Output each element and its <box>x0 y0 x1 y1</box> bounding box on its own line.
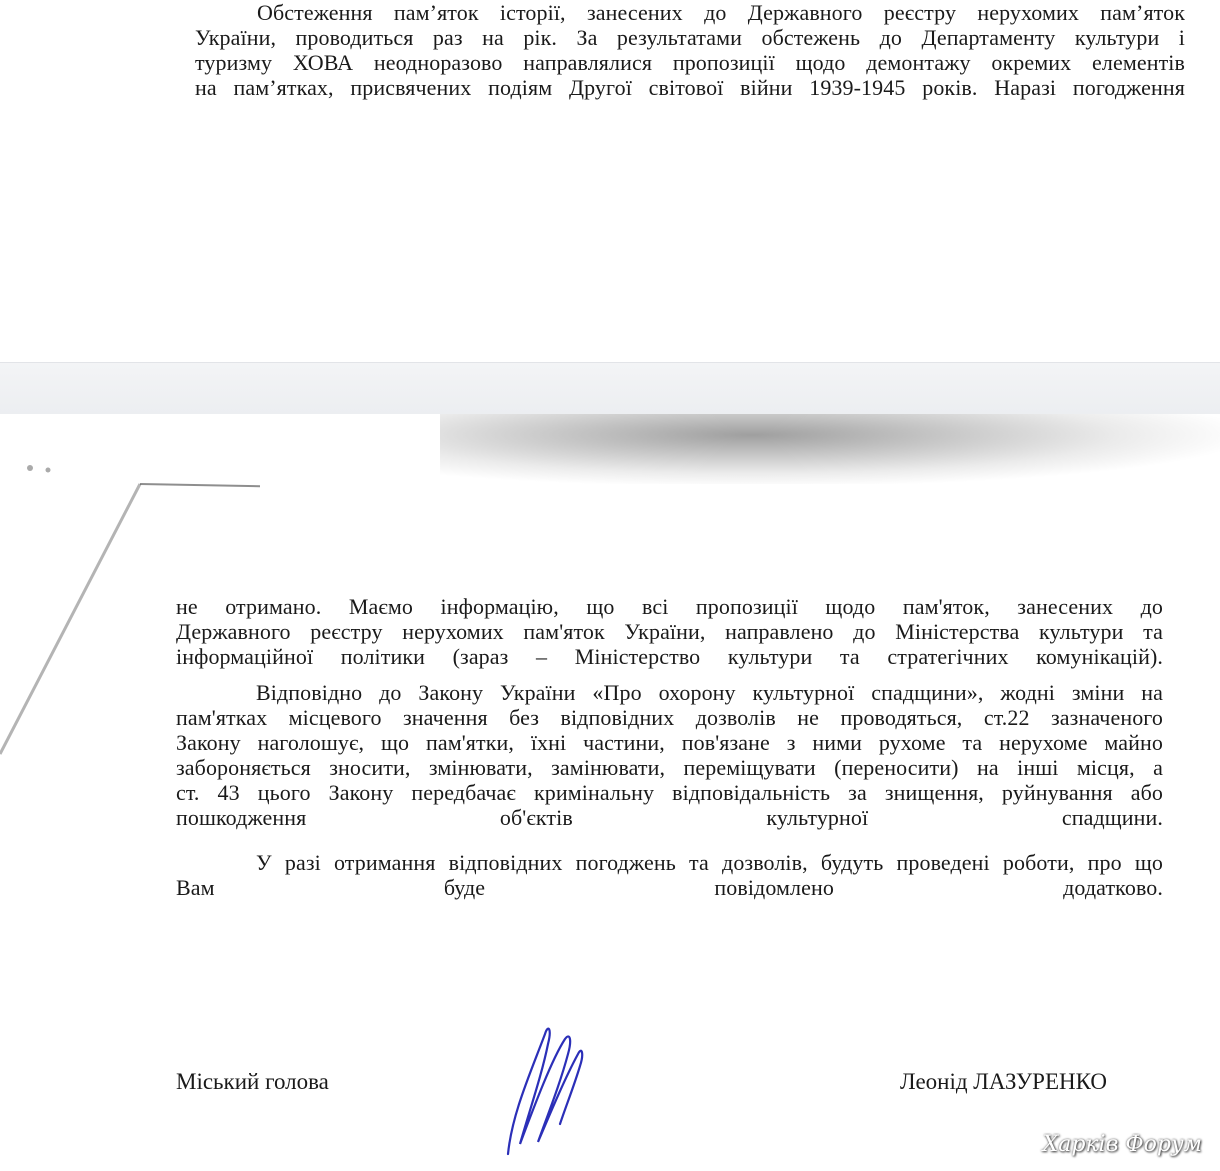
signature-role: Міський голова <box>176 1069 329 1094</box>
text-line: пошкодження об'єктів культурної спадщини. <box>176 805 1163 830</box>
handwritten-signature <box>490 1014 600 1164</box>
text-line: пам'ятках місцевого значення без відповідних дозволів не проводяться, ст.22 зазначеного <box>176 705 1163 730</box>
paragraph-inspection <box>195 0 1185 100</box>
page-separator <box>0 362 1220 416</box>
scan-shadow <box>440 414 1220 484</box>
text-line: ст. 43 цього Закону передбачає кримінальну відповідальність за знищення, руйнування або <box>176 780 1163 805</box>
text-line: Закону наголошує, що пам'ятки, їхні частини, пов'язане з ними рухоме та нерухоме майно <box>176 730 1163 755</box>
text-line: Вам буде повідомлено додатково. <box>176 875 1163 900</box>
text-line: забороняється зносити, змінювати, замінювати, переміщувати (переносити) на інші місця, а <box>176 755 1163 780</box>
signature-name: Леонід ЛАЗУРЕНКО <box>900 1069 1107 1094</box>
text-line: У разі отримання відповідних погоджень та дозволів, будуть проведені роботи, про що <box>256 850 1163 875</box>
text-line: не отримано. Маємо інформацію, що всі пропозиції щодо пам'яток, занесених до <box>176 594 1163 619</box>
document-page-top <box>0 0 1220 362</box>
paragraph-not-received <box>176 594 1163 669</box>
text-line: України, проводиться раз на рік. За результатами обстежень до Департаменту культури і <box>195 25 1185 50</box>
paragraph-notification <box>176 850 1163 900</box>
text-line: на пам’ятках, присвячених подіям Другої світової війни 1939-1945 років. Наразі погодження <box>195 75 1185 100</box>
text-line: туризму ХОВА неодноразово направлялися пропозиції щодо демонтажу окремих елементів <box>195 50 1185 75</box>
text-line: Відповідно до Закону України «Про охорону культурної спадщини», жодні зміни на <box>256 680 1163 705</box>
watermark: Харків Форум <box>1042 1132 1202 1157</box>
text-line: Обстеження пам’яток історії, занесених до Державного реєстру нерухомих пам’яток <box>257 0 1185 25</box>
paragraph-law <box>176 680 1163 830</box>
text-line: Державного реєстру нерухомих пам'яток України, направлено до Міністерства культури та <box>176 619 1163 644</box>
document-page-bottom <box>0 414 1220 1171</box>
text-line: інформаційної політики (зараз – Міністерство культури та стратегічних комунікацій). <box>176 644 1163 669</box>
